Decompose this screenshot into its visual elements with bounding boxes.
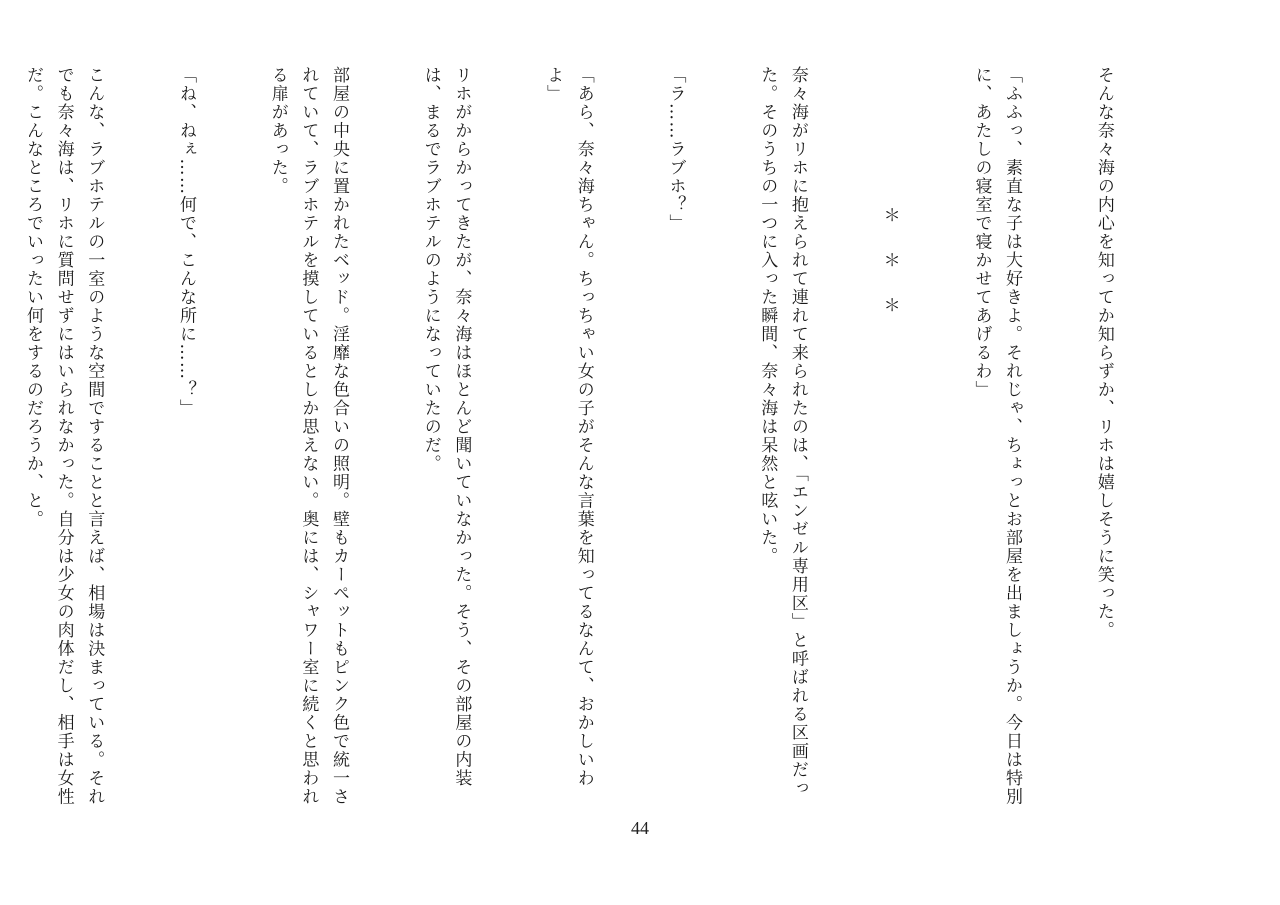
paragraph: リホがからかってきたが、奈々海はほとんど聞いていなかった。そう、その部屋の内装は、まるでラブホテルのようになっていたのだ。 <box>420 66 472 788</box>
section-separator: ＊＊＊ <box>879 206 900 341</box>
paragraph: こんな、ラブホテルの一室のような空間ですることと言えば、相場は決まっている。それでも奈々海は、リホに質問せずにはいられなかった。自分は少女の肉体だし、相手は女性だ。こんなところでいったい何をするのだろうか、と。 <box>23 66 105 806</box>
page-number: 44 <box>631 818 649 838</box>
paragraph: 「ふふっ、素直な子は大好きよ。それじゃ、ちょっとお部屋を出ましょうか。今日は特別に、あたしの寝室で寝かせてあげるわ」 <box>971 66 1023 806</box>
paragraph: 部屋の中央に置かれたベッド。淫靡な色合いの照明。壁もカーペットもピンク色で統一されていて、ラブホテルを摸しているとしか思えない。奥には、シャワー室に続くと思われる扉があった。 <box>267 66 349 806</box>
paragraph: 奈々海がリホに抱えられて連れて来られたのは、「エンゼル専用区」と呼ばれる区画だった。そのうちの一つに入った瞬間、奈々海は呆然と呟いた。 <box>757 66 808 798</box>
paragraph: 「ね、ねぇ……何で、こんな所に……？」 <box>176 66 196 418</box>
paragraph: 「あら、奈々海ちゃん。ちっちゃい女の子がそんな言葉を知ってるなんて、おかしいわよ」 <box>543 66 594 788</box>
vertical-text-body <box>0 66 1180 806</box>
paragraph: 「ラ……ラブホ？」 <box>665 66 686 233</box>
paragraph: そんな奈々海の内心を知ってか知らずか、リホは嬉しそうに笑った。 <box>1093 66 1114 640</box>
